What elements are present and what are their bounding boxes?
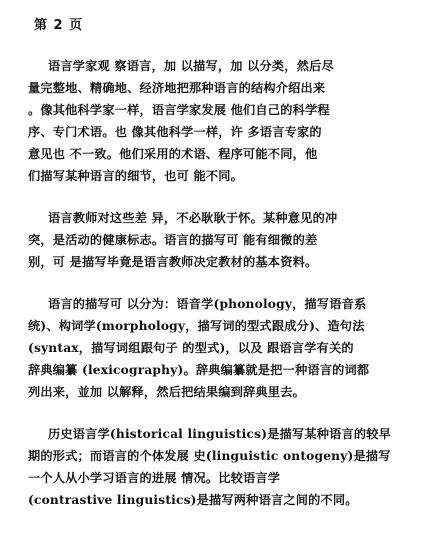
text-line: 辞典编纂 (lexicography)。辞典编纂就是把一种语言的词都 — [28, 363, 370, 377]
paragraph-2 — [28, 207, 397, 273]
text-line: 意见也 不一致。他们采用的术语、程序可能不同，他 — [28, 147, 318, 161]
text-line: (syntax，描写词组跟句子 的型式)，以及 跟语言学有关的 — [28, 341, 354, 355]
text-line: 语言的描写可 以分为：语音学(phonology，描写语音系 — [48, 297, 367, 311]
text-line: 量完整地、精确地、经济地把那种语言的结构介绍出来 — [28, 81, 326, 95]
text-line: 语言学家观 察语言，加 以描写，加 以分类，然后尽 — [48, 59, 334, 73]
text-line: 列出来，並加 以解释，然后把结果编到辞典里去。 — [28, 385, 305, 399]
text-line: 统)、构词学(morphology，描写词的型式跟成分)、造句法 — [28, 319, 365, 333]
text-line: 历史语言学(historical linguistics)是描写某种语言的较早 — [48, 427, 392, 441]
paragraph-3 — [28, 293, 397, 403]
page-number: 第 2 页 — [34, 18, 84, 33]
paragraph-1 — [28, 55, 397, 187]
text-line: (contrastive linguistics)是描写两种语言之间的不同。 — [28, 493, 358, 507]
text-line: 们描写某种语言的细节，也可 能不同。 — [28, 169, 244, 183]
paragraph-4 — [28, 423, 397, 511]
text-line: 突，是活动的健康标志。语言的描写可 能有细微的差 — [28, 233, 318, 247]
text-line: 序、专门术语。也 像其他科学一样，许 多语言专家的 — [28, 125, 322, 139]
text-line: 。像其他科学家一样，语言学家发展 他们自己的科学程 — [28, 103, 330, 117]
text-line: 期的形式；而语言的个体发展 史(linguistic ontogeny)是描写 — [28, 449, 391, 463]
text-line: 语言教师对这些差 异，不必耿耿于怀。某种意见的冲 — [48, 211, 338, 225]
text-line: 一个人从小学习语言的进展 情况。比较语言学 — [28, 471, 281, 485]
text-line: 别，可 是描写毕竟是语言教师决定教材的基本资料。 — [28, 255, 318, 269]
